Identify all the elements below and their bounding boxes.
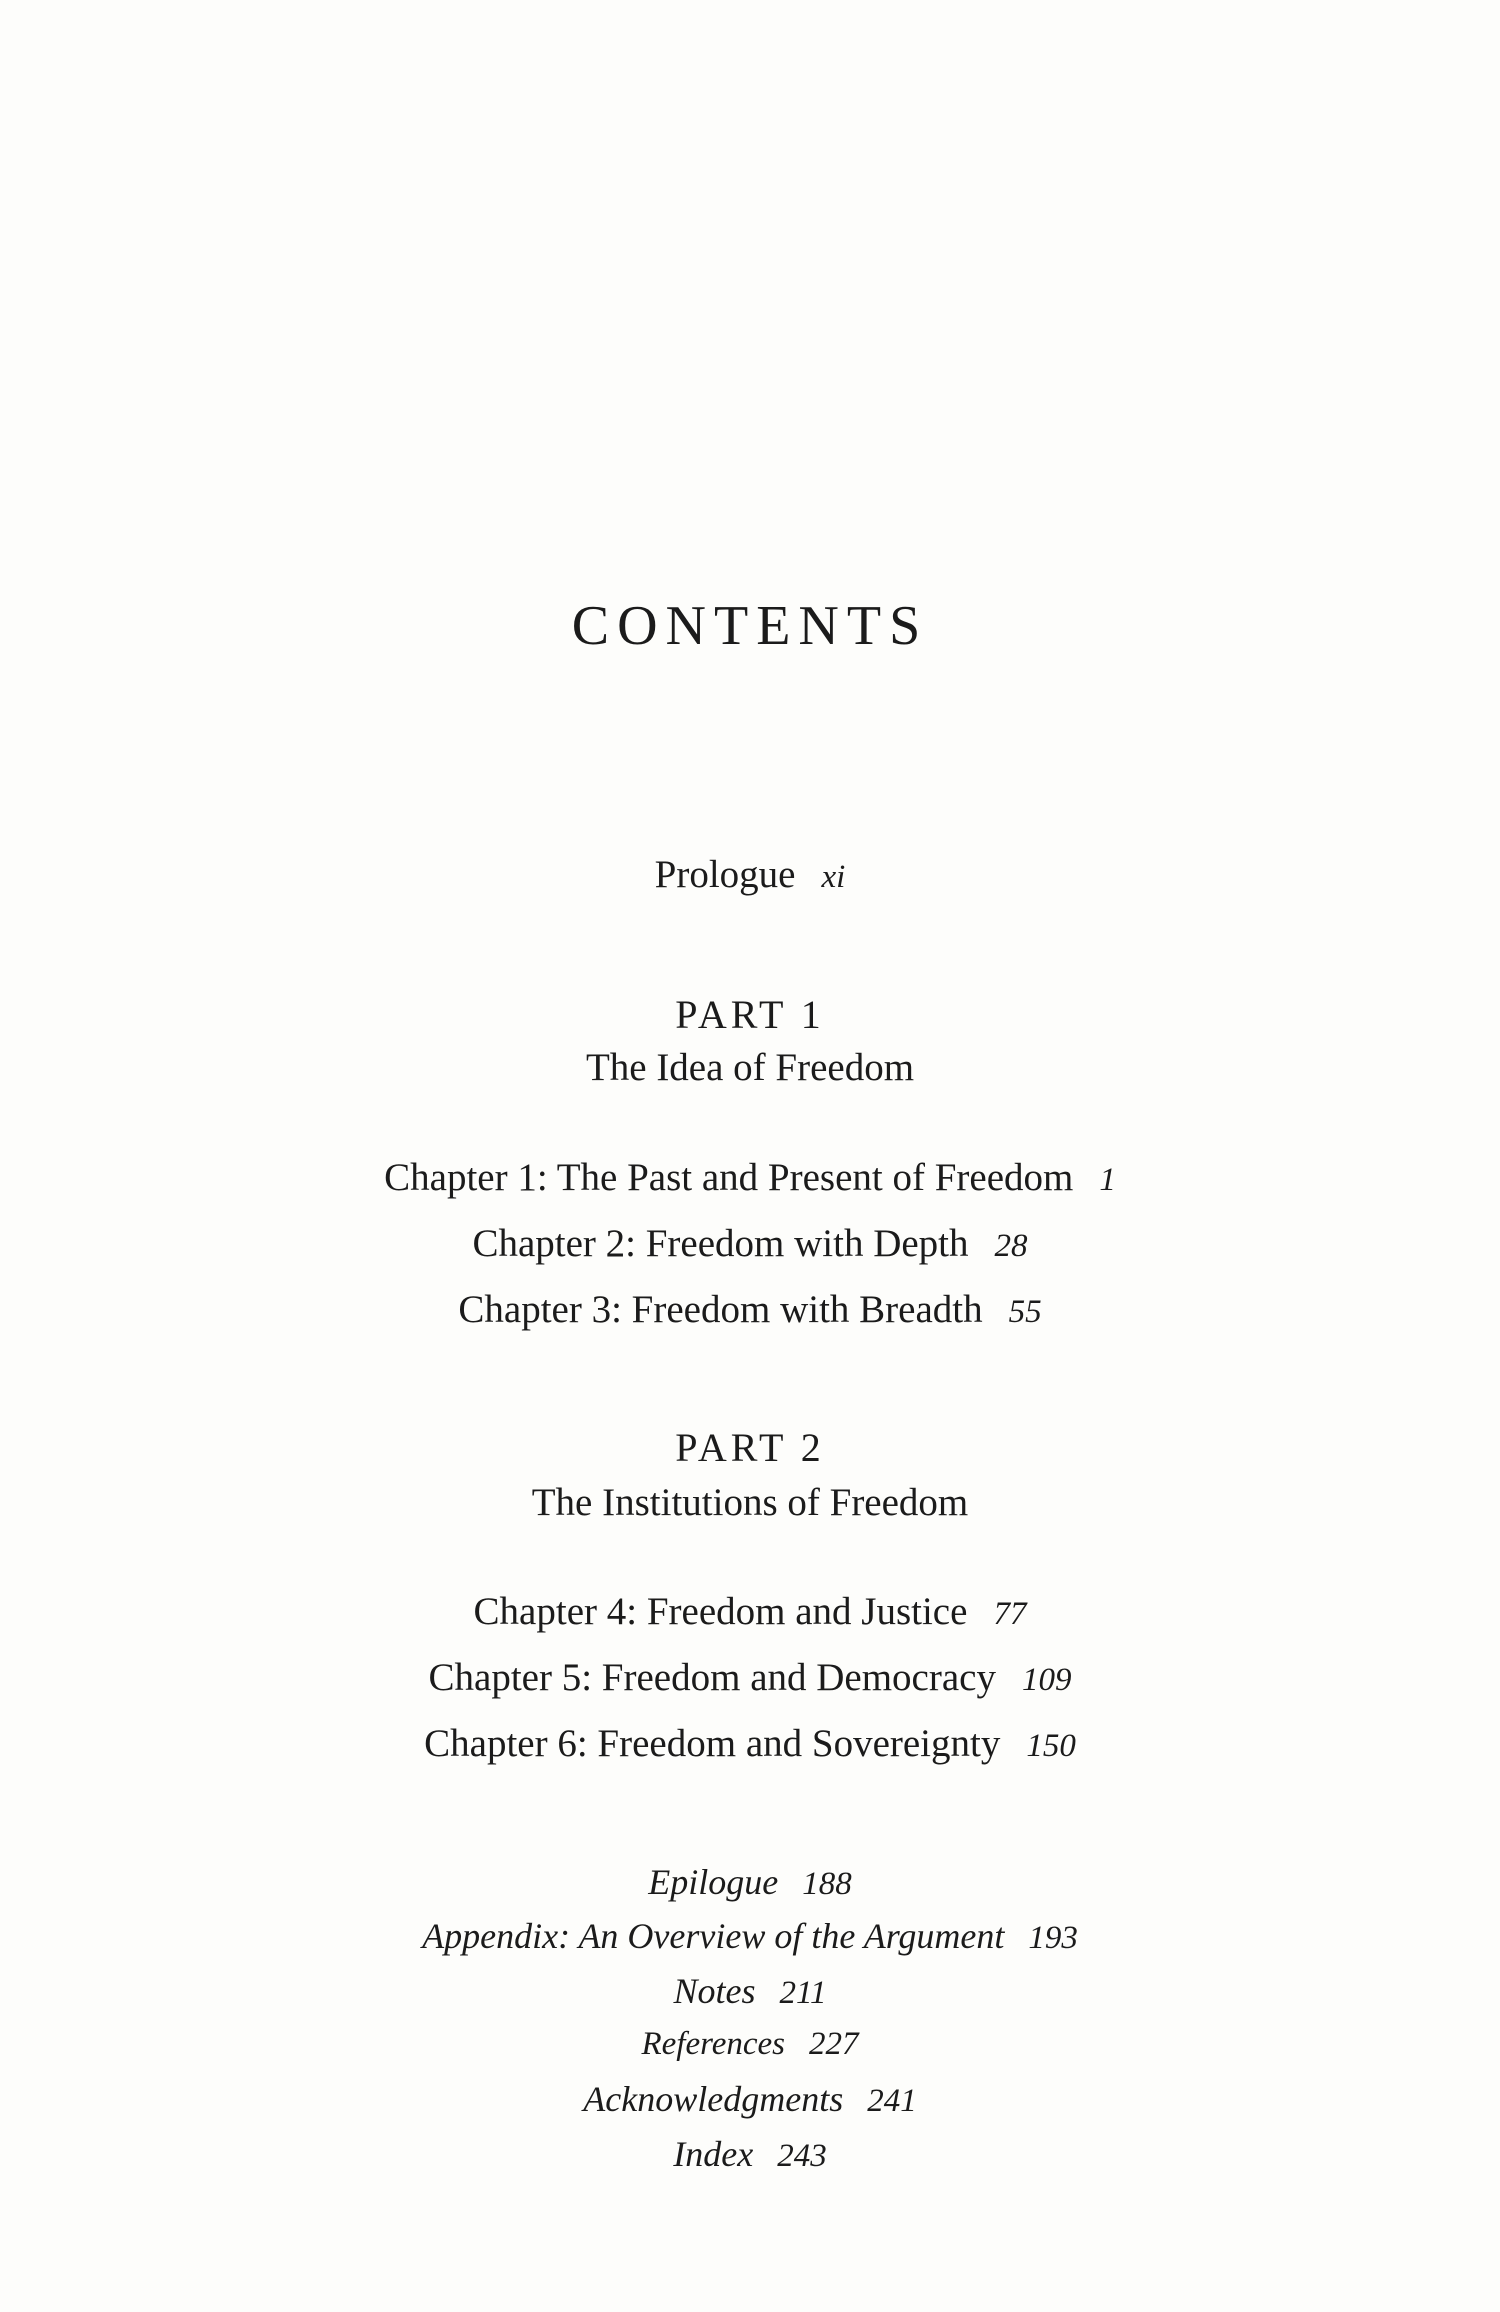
toc-entry-label: Chapter 6: Freedom and Sovereignty (424, 1722, 1001, 1765)
toc-entry-epilogue[interactable] (0, 1864, 1500, 1901)
toc-entry-page: 241 (867, 2083, 917, 2119)
toc-entry-label: Chapter 1: The Past and Present of Freedom (384, 1156, 1074, 1199)
toc-entry-page: 227 (809, 2026, 859, 2062)
toc-entry-label: Appendix: An Overview of the Argument (422, 1916, 1005, 1956)
toc-entry-acknowledgments[interactable] (0, 2081, 1500, 2118)
toc-entry-label: Notes (673, 1971, 756, 2011)
toc-entry-label: Chapter 3: Freedom with Breadth (458, 1288, 983, 1331)
toc-entry-chapter-5[interactable] (0, 1658, 1500, 1697)
page-title: CONTENTS (571, 595, 929, 657)
toc-entry-label: Chapter 5: Freedom and Democracy (428, 1656, 996, 1699)
toc-entry-label: Index (673, 2134, 754, 2174)
toc-entry-page: 55 (1008, 1294, 1042, 1330)
toc-entry-chapter-6[interactable] (0, 1724, 1500, 1763)
toc-entry-label: References (641, 2026, 786, 2062)
toc-entry-chapter-2[interactable] (0, 1224, 1500, 1263)
toc-entry-notes[interactable] (0, 1973, 1500, 2010)
part-1-title: The Idea of Freedom (585, 1046, 915, 1089)
toc-entry-chapter-4[interactable] (0, 1592, 1500, 1631)
toc-entry-page: 1 (1099, 1162, 1116, 1198)
part-2-title: The Institutions of Freedom (531, 1481, 969, 1524)
toc-entry-page: 150 (1026, 1728, 1076, 1764)
toc-entry-page: 243 (777, 2138, 827, 2174)
toc-entry-label: Chapter 4: Freedom and Justice (473, 1590, 968, 1633)
toc-entry-prologue[interactable] (0, 855, 1500, 894)
toc-entry-label: Chapter 2: Freedom with Depth (472, 1222, 969, 1265)
part-1-number: PART 1 (675, 992, 825, 1037)
toc-entry-label: Prologue (654, 853, 796, 896)
toc-entry-page: 77 (993, 1596, 1027, 1632)
toc-entry-label: Epilogue (648, 1862, 779, 1902)
toc-entry-chapter-3[interactable] (0, 1290, 1500, 1329)
toc-entry-page: xi (821, 859, 846, 895)
toc-entry-page: 109 (1021, 1662, 1072, 1698)
toc-entry-index[interactable] (0, 2136, 1500, 2173)
toc-entry-page: 211 (779, 1975, 827, 2011)
toc-entry-chapter-1[interactable] (0, 1158, 1500, 1197)
toc-entry-label: Acknowledgments (583, 2079, 844, 2119)
toc-entry-page: 28 (994, 1228, 1028, 1264)
part-2-number: PART 2 (675, 1425, 825, 1470)
toc-entry-page: 188 (802, 1866, 852, 1902)
toc-entry-page: 193 (1028, 1920, 1078, 1956)
toc-entry-references[interactable] (0, 2028, 1500, 2061)
toc-entry-appendix[interactable] (0, 1918, 1500, 1955)
